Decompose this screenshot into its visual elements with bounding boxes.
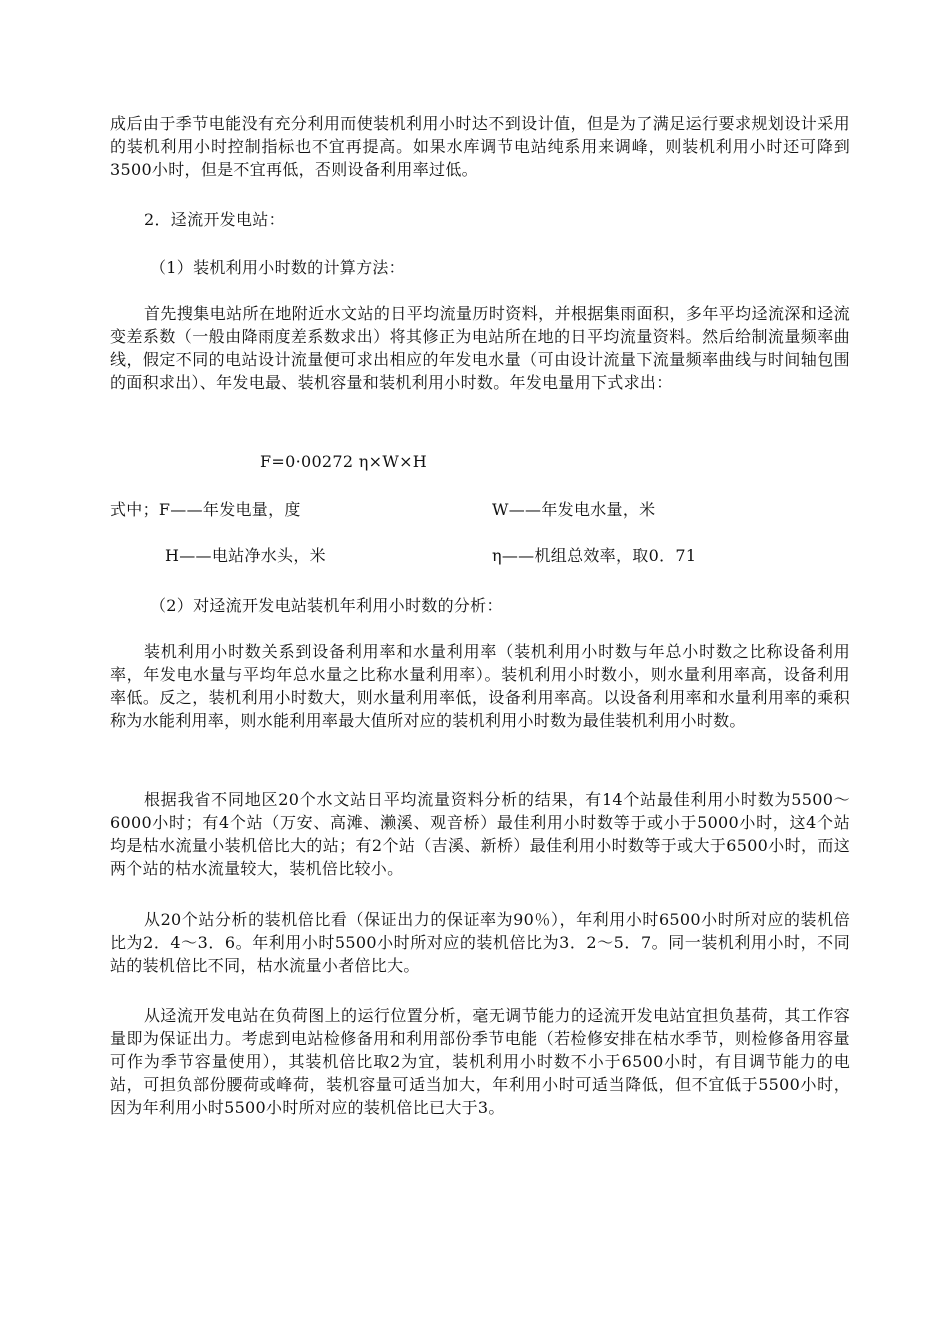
subheading-analysis: （2）对迳流开发电站装机年利用小时数的分析： <box>150 596 503 615</box>
legend-h: H——电站净水头，米 <box>165 546 326 565</box>
formula: F=0·00272 η×W×H <box>260 452 428 471</box>
paragraph-method: 首先搜集电站所在地附近水文站的日平均流量历时资料，并根据集雨面积，多年平均迳流深和迳流变差系数（一般由降雨度差系数求出）将其修正为电站所在地的日平均流量资料。然后给制流量频率曲线，假定不同的电站设计流量便可求出相应的年发电水量（可由设计流量下流量频率曲线与时间轴包围的面积求出）、年发电最、装机容量和装机利用小时数。年发电量用下式求出： <box>110 304 850 392</box>
paragraph-stations: 根据我省不同地区20个水文站日平均流量资料分析的结果，有14个站最佳利用小时数为5500～6000小时；有4个站（万安、高滩、濑溪、观音桥）最佳利用小时数等于或小于5000小时，这4个站均是枯水流量小装机倍比大的站；有2个站（吉溪、新桥）最佳利用小时数等于或大于6500小时，而这两个站的枯水流量较大，装机倍比较小。 <box>110 790 850 878</box>
section-heading-runoff-stations: 2．迳流开发电站： <box>144 210 285 229</box>
paragraph-load: 从迳流开发电站在负荷图上的运行位置分析，毫无调节能力的迳流开发电站宜担负基荷，其工作容量即为保证出力。考虑到电站检修备用和利用部份季节电能（若检修安排在枯水季节，则检修备用容量可作为季节容量使用），其装机倍比取2为宜，装机利用小时数不小于6500小时，有目调节能力的电站，可担负部份腰荷或峰荷，装机容量可适当加大，年利用小时可适当降低，但不宜低于5500小时，因为年利用小时5500小时所对应的装机倍比已大于3。 <box>110 1006 850 1117</box>
paragraph-analysis: 装机利用小时数关系到设备利用率和水量利用率（装机利用小时数与年总小时数之比称设备利用率，年发电水量与平均年总水量之比称水量利用率）。装机利用小时数小，则水量利用率高，设备利用率低。反之，装机利用小时数大，则水量利用率低，设备利用率高。以设备利用率和水量利用率的乘积称为水能利用率，则水能利用率最大值所对应的装机利用小时数为最佳装机利用小时数。 <box>110 642 850 730</box>
paragraph-continuation: 成后由于季节电能没有充分利用而使装机利用小时达不到设计值，但是为了满足运行要求规划设计采用的装机利用小时控制指标也不宜再提高。如果水库调节电站纯系用来调峰，则装机利用小时还可降到3500小时，但是不宜再低，否则设备利用率过低。 <box>110 114 850 179</box>
paragraph-ratio: 从20个站分析的装机倍比看（保证出力的保证率为90％），年利用小时6500小时所对应的装机倍比为2．4～3．6。年利用小时5500小时所对应的装机倍比为3．2～5．7。同一装机利用小时，不同站的装机倍比不同，枯水流量小者倍比大。 <box>110 910 850 975</box>
legend-w: W——年发电水量，米 <box>492 500 656 519</box>
subheading-calculation-method: （1）装机利用小时数的计算方法： <box>150 258 405 277</box>
legend-f: 式中；F——年发电量，度 <box>110 500 301 519</box>
legend-eta: η——机组总效率，取0．71 <box>492 546 697 565</box>
